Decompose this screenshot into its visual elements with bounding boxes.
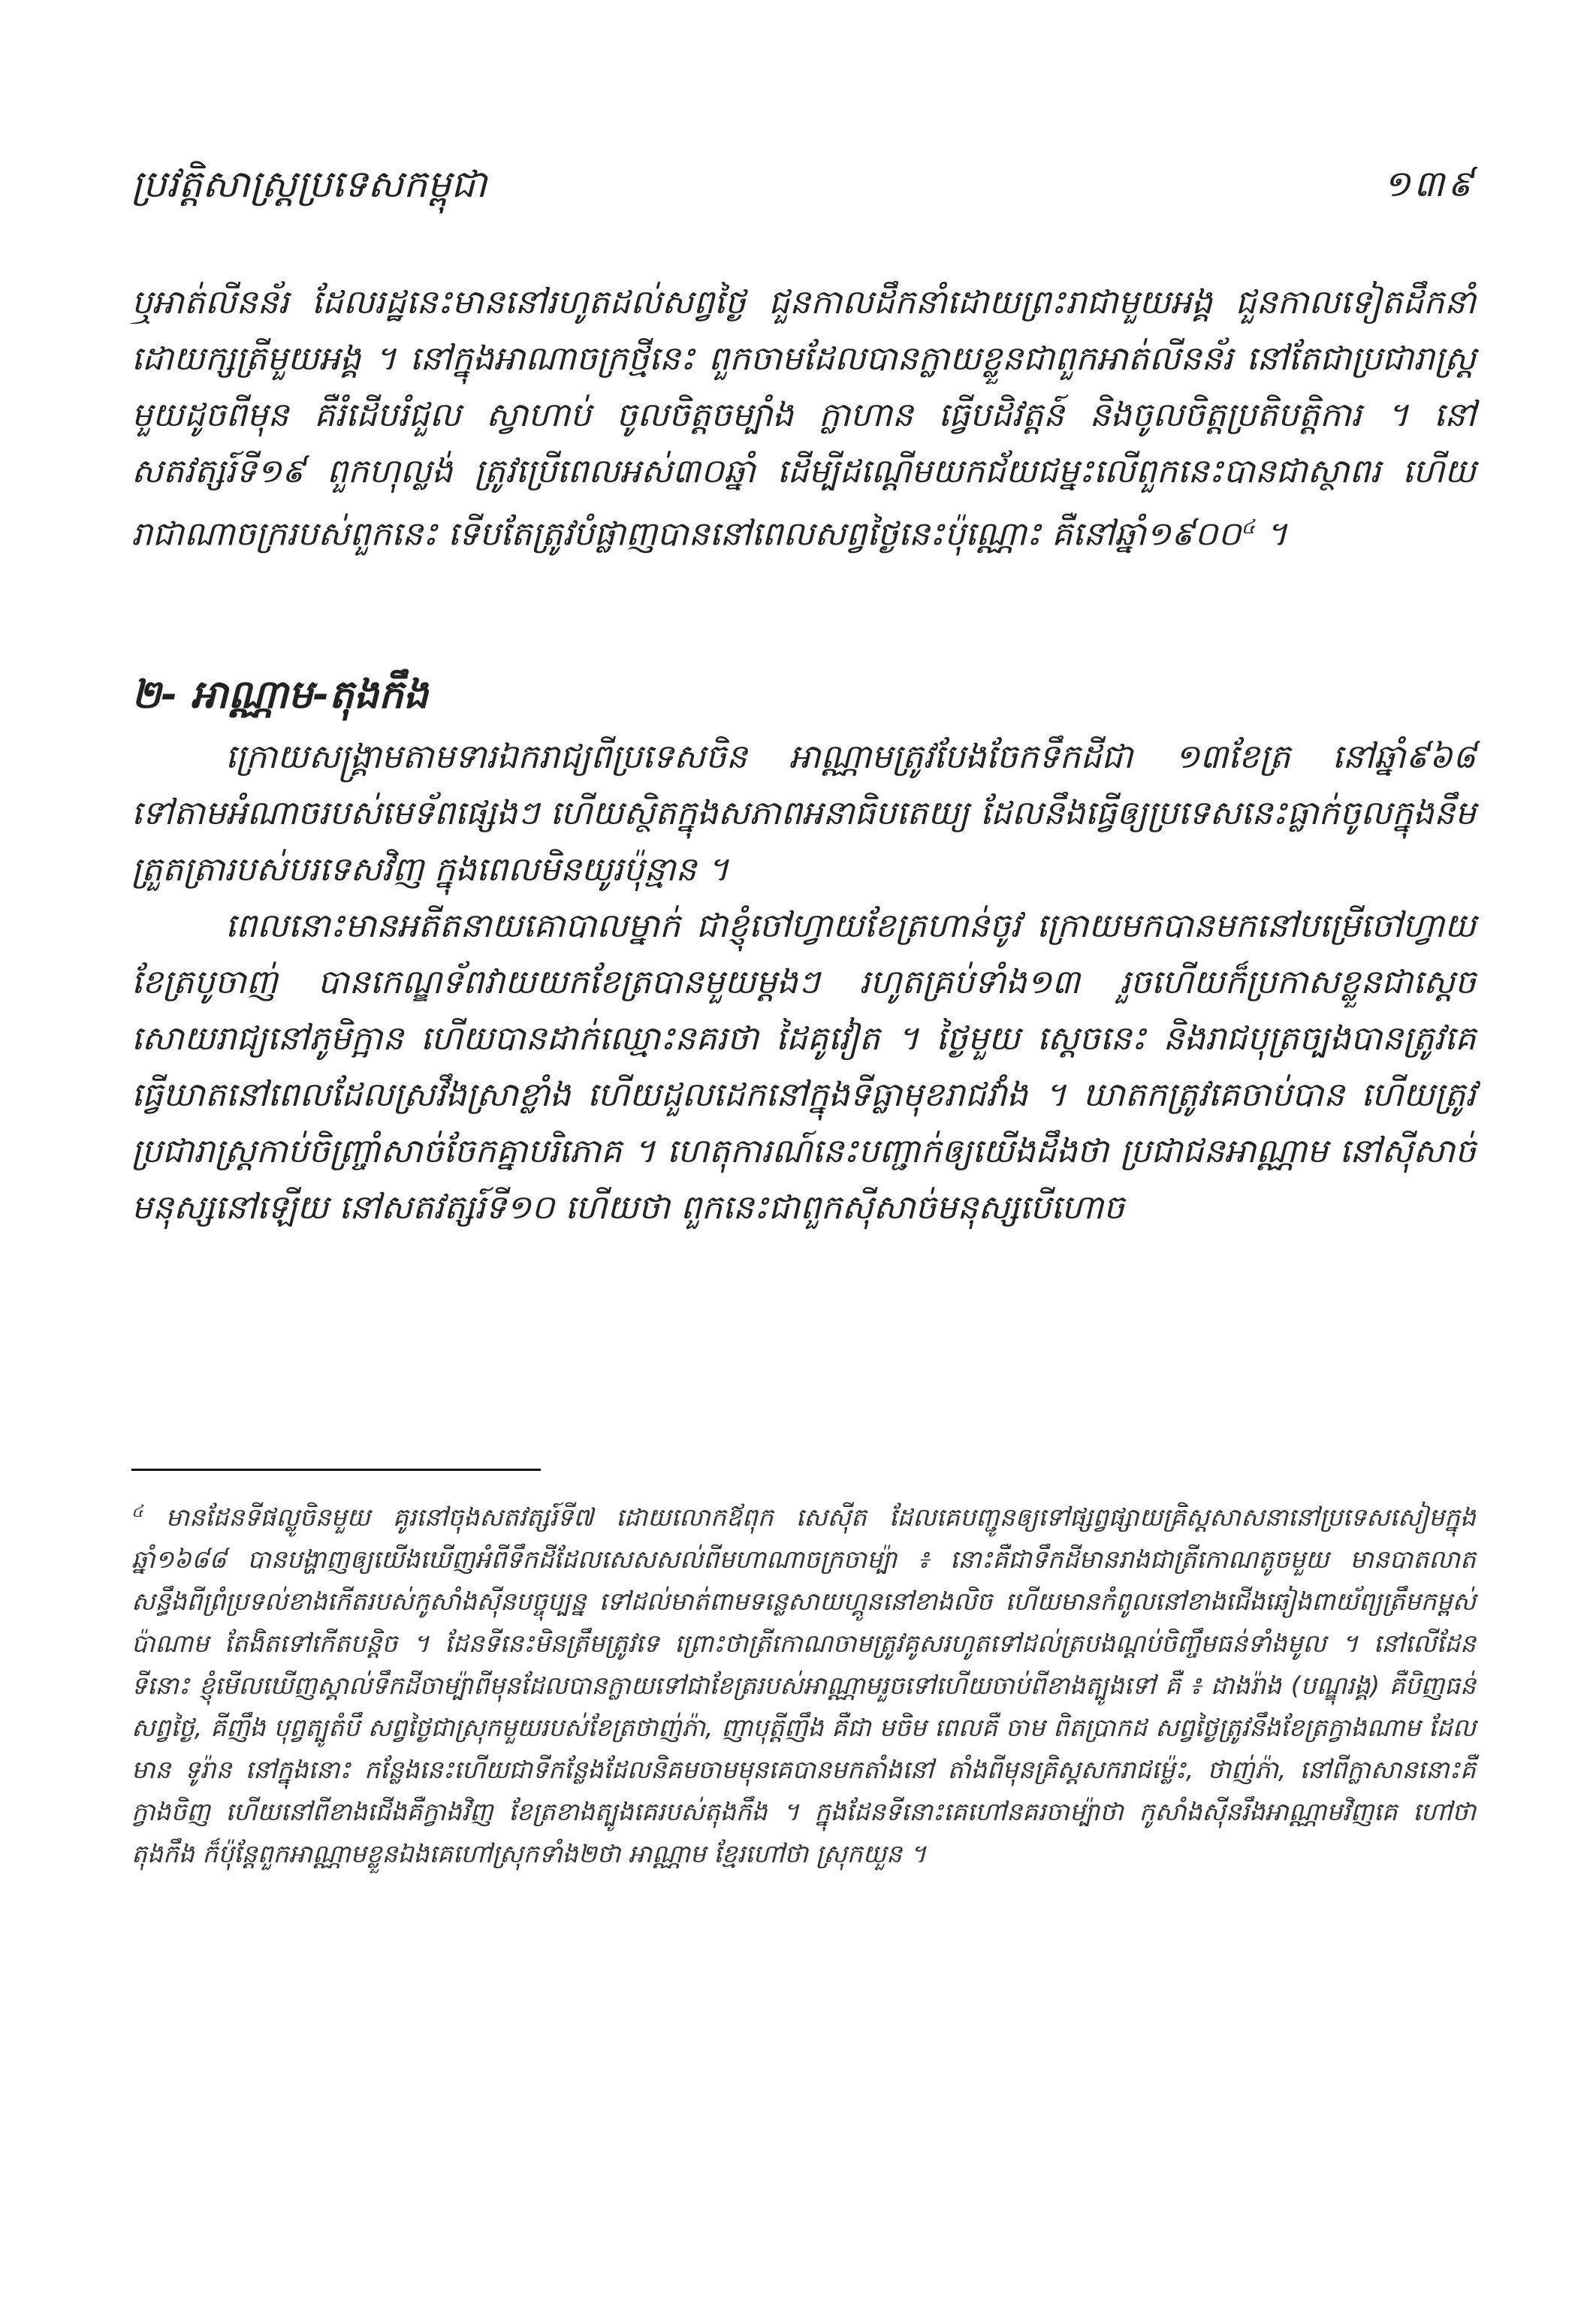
- paragraph-end: ។: [1254, 515, 1287, 554]
- running-header: [131, 154, 1476, 214]
- footnote-text: មានដែនទីផល្លូចិនមួយ គូរនៅចុងសតវត្សរ៍ទី៧ ដោយលោកឪពុក សេស៊ីត ដែលគេបញ្ជូនឲ្យទៅផ្សព្វផ្សាយគ្រិស្តសាសនានៅប្រទេសសៀមក្នុងឆ្នាំ១៦៨៨ បានបង្ហាញឲ្យយើងឃើញអំពីទឹកដីដែលសេសសល់ពីមហាណាចក្រចាម្ប៉ា ៖ នោះគឺជាទឹកដីមានរាងជាត្រីកោណតូចមួយ មានបាតលាតសន្ធឹងពីព្រំប្រទល់ខាងកើតរបស់កូសាំងស៊ីនបច្ចុប្បន្ន ទៅដល់មាត់ពាមទន្លេសាយហ្គូននៅខាងលិច ហើយមានកំពូលនៅខាងជើងឆៀងពាយ័ព្យត្រឹមកម្ពស់ប៉ាណាម តែងិតទៅកើតបន្តិច ។ ដែនទីនេះមិនត្រឹមត្រូវទេ ព្រោះថាត្រីកោណចាមត្រូវគូសរហូតទៅដល់ត្របងណ្តប់ចិញ្ចឹមធន់ទាំងមូល ។ នៅលើដែនទីនោះ ខ្ញុំមើលឃើញស្គាល់ទឹកដីចាម្ប៉ាពីមុនដែលបានក្លាយទៅជាខែត្ររបស់អាណ្ណាមរួចទៅហើយចាប់ពីខាងត្បូងទៅ គឺ ៖ ដាងរ៉ាង (បណ្ឌុរង្គ) គឺបិញធន់សព្វថ្ងៃ, គីញឹង បុព្វត្បូតំបឹ សព្វថ្ងៃជាស្រុកមួយរបស់ខែត្រថាញ់ភ៉ា, ញាបុត្តីញឹង គឺជា មចិម ពេលគឺ ចាម ពិតប្រាកដ សព្វថ្ងៃត្រូវនឹងខែត្រក្វាងណាម ដែលមាន ទូរ៉ាន នៅក្នុងនោះ កន្លែងនេះហើយជាទីកន្លែងដែលនិគមចាមមុនគេបានមកតាំងនៅ តាំងពីមុនគ្រិស្តសករាជម្ល៉េះ, ថាញ់ភ៉ា, នៅពីក្លាសាននោះគឺក្វាងចិញ ហើយនៅពីខាងជើងគឺក្វាងវិញ ខែត្រខាងត្បូងគេរបស់តុងកឹង ។ ក្នុងដែនទីនោះគេហៅនគរចាម្ប៉ាថា កូសាំងស៊ីនរឹងអាណ្ណាមវិញគេ ហៅថា តុងកឹង ក៏ប៉ុន្តែពួកអាណ្ណាមខ្លួនឯងគេហៅស្រុកទាំង២ថា អាណ្ណាម ខ្មែរហៅថា ស្រុកយួន ។: [131, 1502, 1476, 1868]
- page-number: ១៣៩: [1383, 163, 1476, 205]
- footnote: [131, 1491, 1476, 1875]
- section-heading: ២- អាណ្ណាម-តុងកឹង: [131, 672, 429, 717]
- footnote-separator: [131, 1469, 541, 1471]
- book-title: ប្រវត្តិសាស្ត្រប្រទេសកម្ពុជា: [131, 162, 487, 206]
- paragraph: ពេលនោះមានអតីតនាយគោបាលម្នាក់ ជាខ្ញុំចៅហ្វាយខែត្រហាន់ចូវ ក្រោយមកបានមកនៅបម្រើចៅហ្វាយខែត្របូចាញ់ បានកេណ្ឌទ័ពវាយយកខែត្របានមួយម្តងៗ រហូតគ្រប់ទាំង១៣ រួចហើយក៏ប្រកាសខ្លួនជាស្តេចសោយរាជ្យនៅភូមិក្អាន ហើយបានដាក់ឈ្មោះនគរថា ដៃគូវៀត ។ ថ្ងៃមួយ ស្តេចនេះ និងរាជបុត្រច្បងបានត្រូវគេធ្វើឃាតនៅពេលដែលស្រវឹងស្រាខ្លាំង ហើយដួលដេកនៅក្នុងទីធ្លាមុខរាជវាំង ។ ឃាតកត្រូវគេចាប់បាន ហើយត្រូវប្រជារាស្ត្រកាប់ចិញ្ច្រាំសាច់ចែកគ្នាបរិភោគ ។ ហេតុការណ៍នេះបញ្ជាក់ឲ្យយើងដឹងថា ប្រជាជនអាណ្ណាម នៅស៊ីសាច់មនុស្សនៅឡើយ នៅសតវត្សរ៍ទី១០ ហើយថា ពួកនេះជាពួកស៊ីសាច់មនុស្សបើហោច: [131, 907, 1477, 1227]
- paragraph: ក្រោយសង្គ្រាមតាមទារឯករាជ្យពីប្រទេសចិន អាណ្ណាមត្រូវបែងចែកទឹកដីជា ១៣ខែត្រ នៅឆ្នាំ៩៦៨ ទៅតាមអំណាចរបស់មេទ័ពផ្សេងៗ ហើយស្ថិតក្នុងសភាពអនាធិបតេយ្យ ដែលនឹងធ្វើឲ្យប្រទេសនេះធ្លាក់ចូលក្នុងនឹមត្រួតត្រារបស់បរទេសវិញ ក្នុងពេលមិនយូរប៉ុន្មាន ។: [131, 738, 1476, 889]
- footnote-reference: ៤: [1241, 516, 1255, 539]
- paragraph-text: ឬអាត់លីនន័រ ដែលរដ្ឋនេះមាននៅរហូតដល់សព្វថ្ងៃ ជួនកាលដឹកនាំដោយព្រះរាជាមួយអង្គ ជួនកាលទៀតដឹកនាំដោយក្សត្រីមួយអង្គ ។ នៅក្នុងអាណាចក្រថ្មីនេះ ពួកចាមដែលបានក្លាយខ្លួនជាពួកអាត់លីនន័រ នៅតែជាប្រជារាស្ត្រមួយដូចពីមុន គឺរំដើបរំជួល ស្វាហាប់ ចូលចិត្តចម្បាំង ក្លាហាន ធ្វើបដិវត្តន៍ និងចូលចិត្តប្រតិបត្តិការ ។ នៅសតវត្សរ៍ទី១៩ ពួកហុល្លង់ ត្រូវប្រើពេលអស់៣០ឆ្នាំ ដើម្បីដណ្តើមយកជ័យជម្នះលើពួកនេះបានជាស្ថាពរ ហើយរាជាណាចក្ររបស់ពួកនេះ ទើបតែត្រូវបំផ្លាញបាននៅពេលសព្វថ្ងៃនេះប៉ុណ្ណោះ គឺនៅឆ្នាំ១៩០០: [131, 283, 1476, 554]
- paragraph: [131, 274, 1476, 563]
- footnote-marker: ៤: [131, 1502, 143, 1521]
